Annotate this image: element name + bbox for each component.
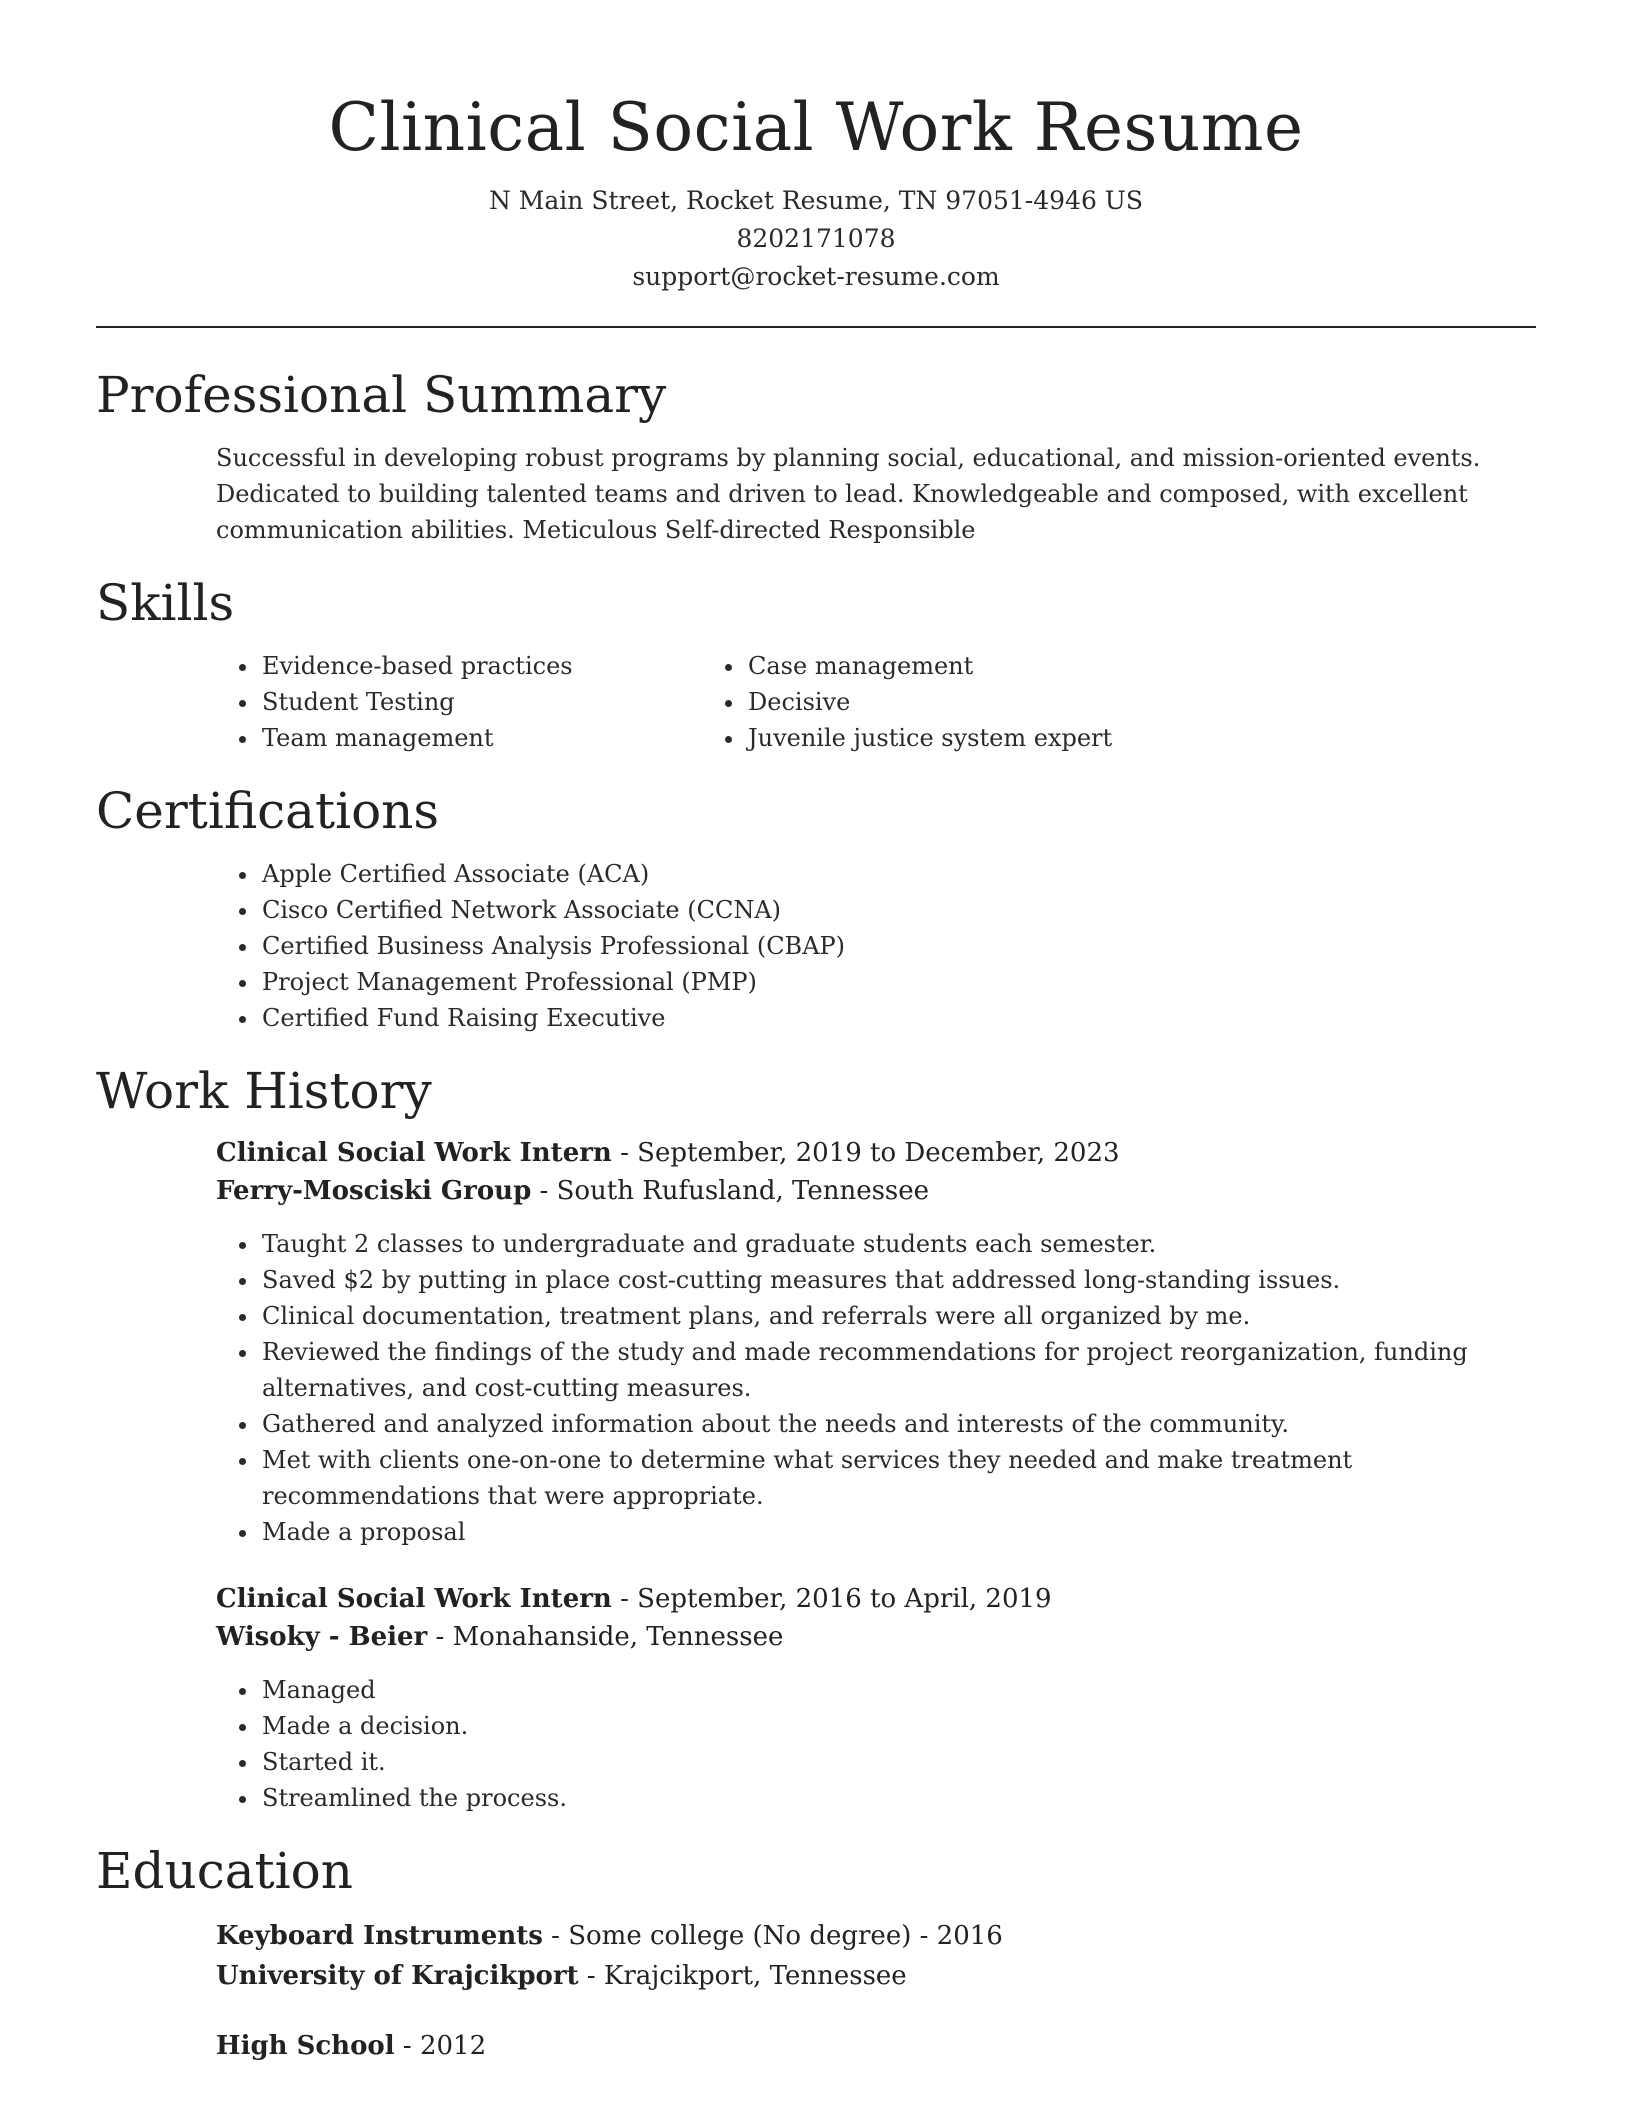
skills-columns [96, 648, 1536, 756]
list-item: • Apple Certified Associate (ACA) [260, 856, 1536, 892]
education-entry [216, 2026, 1536, 2066]
list-item: • Clinical documentation, treatment plans, and referrals were all organized by me. [260, 1298, 1536, 1334]
section-title-certifications: Certifications [96, 782, 440, 840]
email: support@rocket-resume.com [632, 262, 1000, 291]
certifications-list [96, 856, 1536, 1036]
list-item: • Decisive [746, 684, 1232, 720]
section-title-work: Work History [96, 1062, 432, 1120]
job-entry [216, 1134, 1536, 1550]
section-title-education: Education [96, 1842, 353, 1900]
education-detail: - 2012 [394, 2031, 487, 2061]
list-item: • Certified Fund Raising Executive [260, 1000, 1536, 1036]
list-item: • Juvenile justice system expert [746, 720, 1232, 756]
job-entry [216, 1580, 1536, 1816]
list-item: • Reviewed the findings of the study and made recommendations for project reorganization, funding alternatives, and cost-cutting measures. [260, 1334, 1536, 1406]
job-dates: - September, 2019 to December, 2023 [611, 1138, 1120, 1168]
list-item: • Case management [746, 648, 1232, 684]
job-bullets [216, 1226, 1536, 1550]
education-entry [216, 1916, 1536, 1996]
job-bullets [216, 1672, 1536, 1816]
job-location: - South Rufusland, Tennessee [531, 1176, 930, 1206]
education-degree-line [216, 1916, 1536, 1956]
job-company: Wisoky - Beier [216, 1622, 428, 1652]
list-item: • Met with clients one-on-one to determine what services they needed and make treatment recommendations that were appropriate. [260, 1442, 1536, 1514]
list-item: • Made a proposal [260, 1514, 1536, 1550]
certifications-section [96, 778, 1536, 1036]
list-item: • Team management [260, 720, 746, 756]
education-field: High School [216, 2031, 395, 2061]
list-item: • Evidence-based practices [260, 648, 746, 684]
header-divider [96, 326, 1536, 328]
resume-title: Clinical Social Work Resume [328, 89, 1304, 166]
address: N Main Street, Rocket Resume, TN 97051-4946 US [488, 186, 1144, 215]
list-item: • Certified Business Analysis Professional (CBAP) [260, 928, 1536, 964]
job-company: Ferry-Mosciski Group [216, 1176, 532, 1206]
job-title-line [216, 1134, 1536, 1172]
summary-text: Successful in developing robust programs by planning social, educational, and mission-oriented events. Dedicated to building talented teams and driven to lead. Knowledgeable and composed, with excellent communication abilities. Meticulous Self-directed Responsible [216, 444, 1481, 544]
list-item: • Cisco Certified Network Associate (CCNA) [260, 892, 1536, 928]
list-item: • Project Management Professional (PMP) [260, 964, 1536, 1000]
phone: 8202171078 [736, 224, 896, 253]
job-title-line [216, 1580, 1536, 1618]
job-company-line [216, 1618, 1536, 1656]
list-item: • Gathered and analyzed information about the needs and interests of the community. [260, 1406, 1536, 1442]
education-detail: - Some college (No degree) - 2016 [542, 1921, 1003, 1951]
summary-section [96, 362, 1536, 548]
job-location: - Monahanside, Tennessee [427, 1622, 784, 1652]
list-item: • Saved $2 by putting in place cost-cutting measures that addressed long-standing issues. [260, 1262, 1536, 1298]
section-title-skills: Skills [96, 574, 235, 632]
job-dates: - September, 2016 to April, 2019 [611, 1584, 1052, 1614]
education-location: - Krajcikport, Tennessee [578, 1961, 907, 1991]
education-field: Keyboard Instruments [216, 1921, 543, 1951]
skills-list-right [582, 648, 1232, 756]
list-item: • Made a decision. [260, 1708, 1536, 1744]
education-school: University of Krajcikport [216, 1961, 579, 1991]
education-degree-line [216, 2026, 1536, 2066]
education-school-line [216, 1956, 1536, 1996]
contact-info [0, 182, 1632, 296]
section-title-summary: Professional Summary [96, 366, 667, 424]
work-section [96, 1058, 1536, 1816]
skills-section [96, 570, 1536, 756]
list-item: • Student Testing [260, 684, 746, 720]
job-role: Clinical Social Work Intern [216, 1138, 612, 1168]
list-item: • Taught 2 classes to undergraduate and graduate students each semester. [260, 1226, 1536, 1262]
education-section [96, 1838, 1536, 2066]
resume-header [0, 0, 1632, 296]
list-item: • Started it. [260, 1744, 1536, 1780]
job-company-line [216, 1172, 1536, 1210]
job-role: Clinical Social Work Intern [216, 1584, 612, 1614]
list-item: • Streamlined the process. [260, 1780, 1536, 1816]
list-item: • Managed [260, 1672, 1536, 1708]
